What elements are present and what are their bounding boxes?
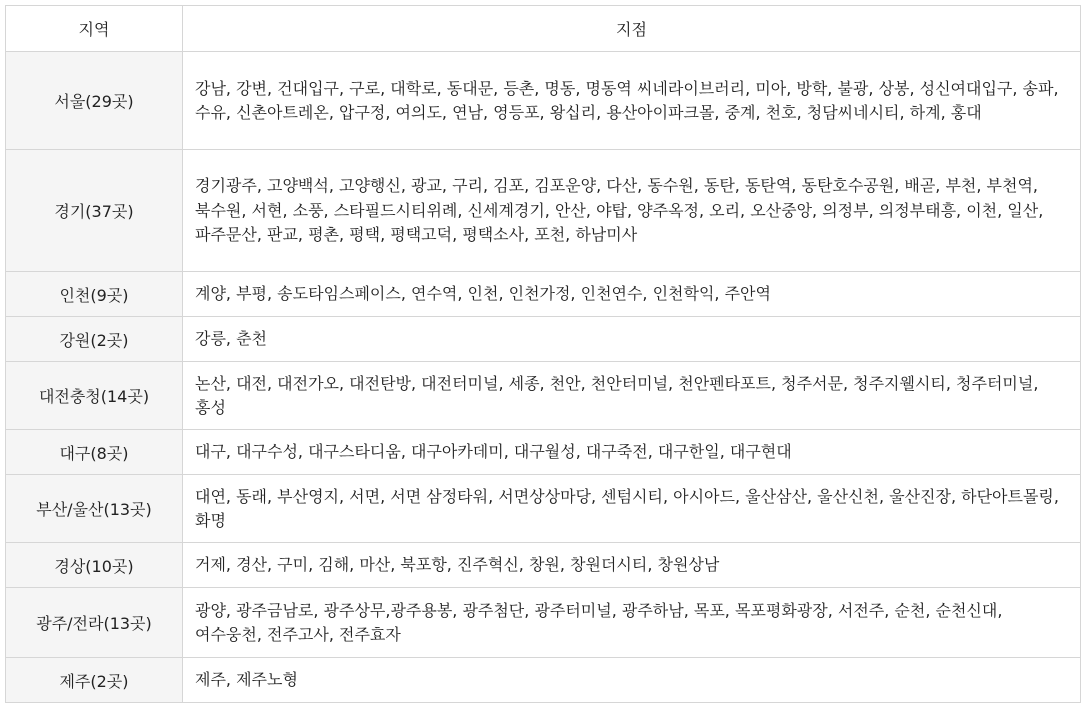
- table-row: [6, 317, 1081, 362]
- branches-cell: 강릉, 춘천: [183, 317, 1081, 362]
- branches-cell: 대연, 동래, 부산영지, 서면, 서면 삼정타워, 서면상상마당, 센텀시티, 아시아드, 울산삼산, 울산신천, 울산진장, 하단아트몰링, 화명: [183, 475, 1081, 543]
- branches-cell: 거제, 경산, 구미, 김해, 마산, 북포항, 진주혁신, 창원, 창원더시티, 창원상남: [183, 543, 1081, 588]
- table-row: [6, 52, 1081, 150]
- region-cell: 대전충청(14곳): [6, 362, 183, 430]
- region-cell: 서울(29곳): [6, 52, 183, 150]
- branches-cell: 광양, 광주금남로, 광주상무,광주용봉, 광주첨단, 광주터미널, 광주하남, 목포, 목포평화광장, 서전주, 순천, 순천신대, 여수웅천, 전주고사, 전주효자: [183, 588, 1081, 658]
- table-row: [6, 475, 1081, 543]
- table-header-row: [6, 6, 1081, 52]
- region-cell: 광주/전라(13곳): [6, 588, 183, 658]
- branches-cell: 강남, 강변, 건대입구, 구로, 대학로, 동대문, 등촌, 명동, 명동역 씨네라이브러리, 미아, 방학, 불광, 상봉, 성신여대입구, 송파, 수유, 신촌아트레온, 압구정, 여의도, 연남, 영등포, 왕십리, 용산아이파크몰, 중계, 천호, 청담씨네시티, 하계, 홍대: [183, 52, 1081, 150]
- table-row: [6, 272, 1081, 317]
- region-cell: 대구(8곳): [6, 430, 183, 475]
- table-row: [6, 588, 1081, 658]
- branches-cell: 제주, 제주노형: [183, 658, 1081, 703]
- branches-cell: 대구, 대구수성, 대구스타디움, 대구아카데미, 대구월성, 대구죽전, 대구한일, 대구현대: [183, 430, 1081, 475]
- table-row: [6, 543, 1081, 588]
- region-cell: 경기(37곳): [6, 150, 183, 272]
- column-header-region: 지역: [6, 6, 183, 52]
- region-cell: 제주(2곳): [6, 658, 183, 703]
- table-row: [6, 430, 1081, 475]
- region-cell: 강원(2곳): [6, 317, 183, 362]
- branch-table: [5, 5, 1081, 703]
- table-row: [6, 150, 1081, 272]
- branches-cell: 계양, 부평, 송도타임스페이스, 연수역, 인천, 인천가정, 인천연수, 인천학익, 주안역: [183, 272, 1081, 317]
- region-cell: 인천(9곳): [6, 272, 183, 317]
- branches-cell: 경기광주, 고양백석, 고양행신, 광교, 구리, 김포, 김포운양, 다산, 동수원, 동탄, 동탄역, 동탄호수공원, 배곧, 부천, 부천역, 북수원, 서현, 소풍, 스타필드시티위례, 신세계경기, 안산, 야탑, 양주옥정, 오리, 오산중앙, 의정부, 의정부태흥, 이천, 일산, 파주문산, 판교, 평촌, 평택, 평택고덕, 평택소사, 포천, 하남미사: [183, 150, 1081, 272]
- region-cell: 부산/울산(13곳): [6, 475, 183, 543]
- table-row: [6, 658, 1081, 703]
- branches-cell: 논산, 대전, 대전가오, 대전탄방, 대전터미널, 세종, 천안, 천안터미널, 천안펜타포트, 청주서문, 청주지웰시티, 청주터미널, 홍성: [183, 362, 1081, 430]
- column-header-branches: 지점: [183, 6, 1081, 52]
- region-cell: 경상(10곳): [6, 543, 183, 588]
- table-row: [6, 362, 1081, 430]
